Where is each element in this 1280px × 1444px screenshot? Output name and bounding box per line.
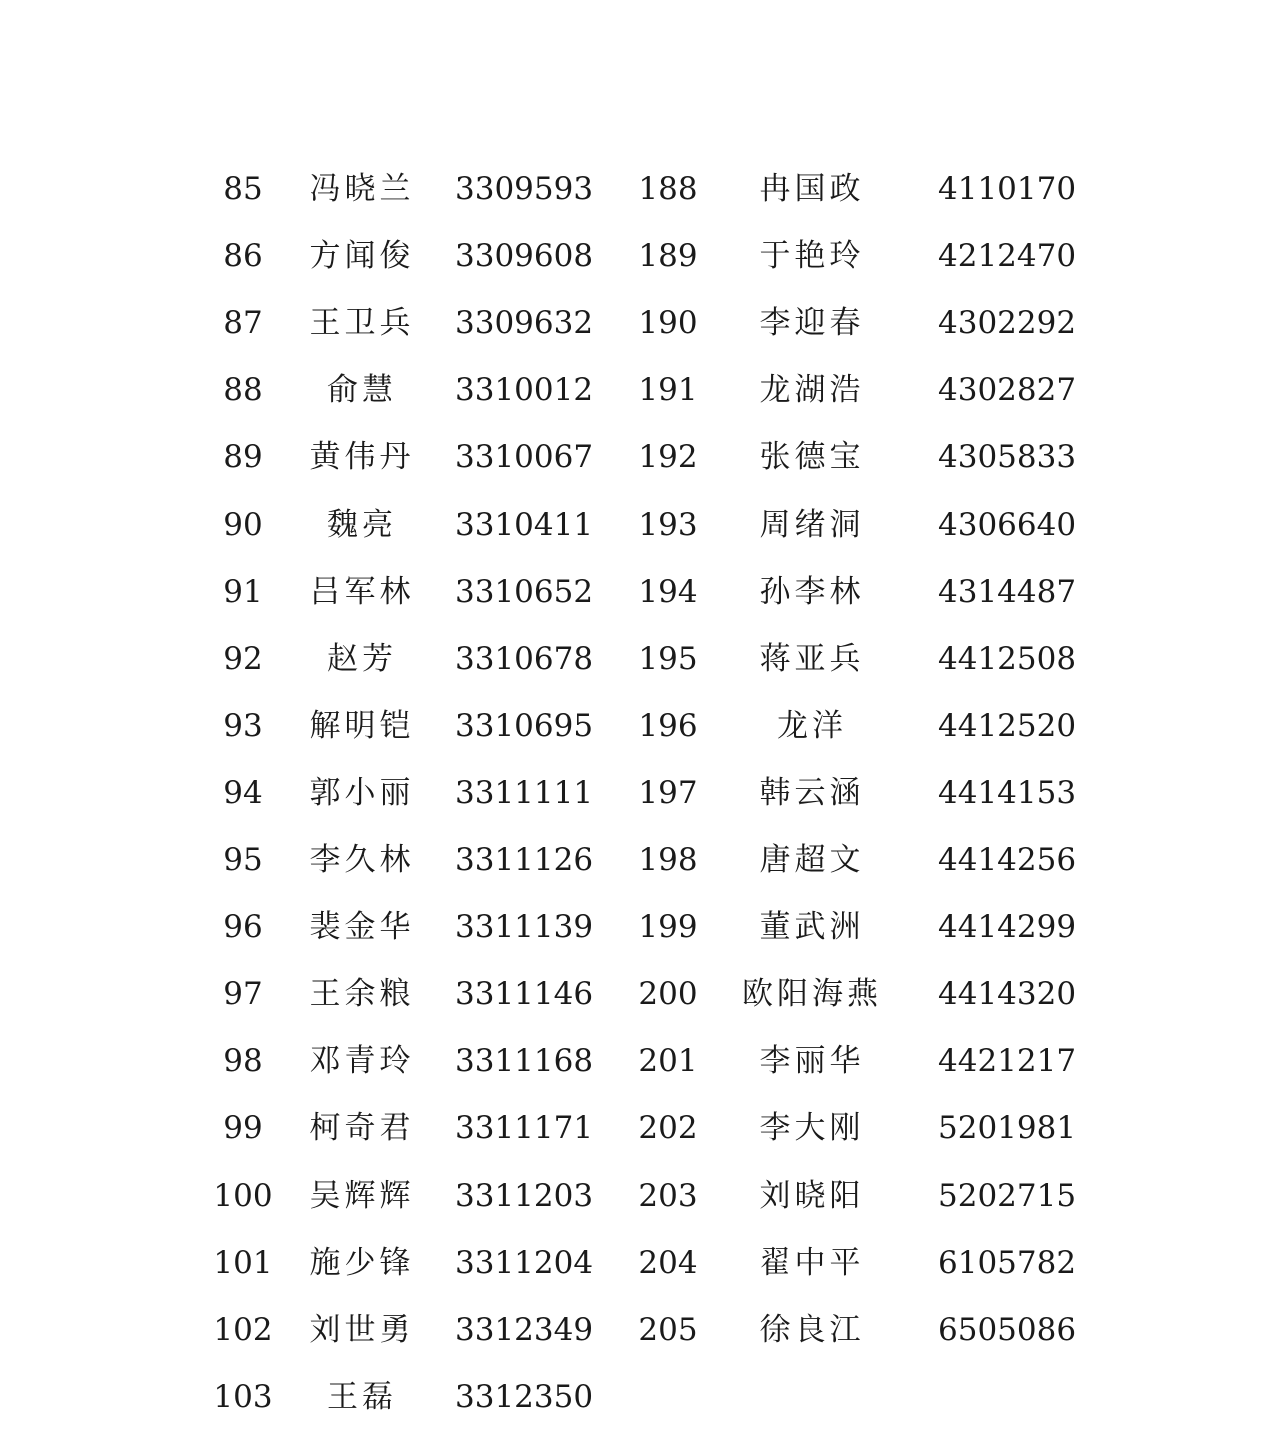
left-name: 施少锋	[309, 1244, 415, 1281]
right-name: 董武洲	[759, 909, 865, 946]
right-number: 204	[638, 1244, 698, 1281]
right-number: 200	[638, 976, 698, 1013]
right-id: 4314487	[938, 573, 1077, 610]
left-id: 3309608	[455, 238, 594, 275]
left-id: 3310067	[455, 439, 594, 476]
left-number: 89	[223, 439, 263, 476]
right-number: 191	[638, 372, 698, 409]
left-number: 87	[223, 305, 263, 342]
right-number: 199	[638, 909, 698, 946]
right-id: 4302292	[938, 305, 1077, 342]
right-name: 刘晓阳	[759, 1177, 865, 1214]
left-id: 3311204	[455, 1244, 594, 1281]
right-id: 5201981	[938, 1110, 1077, 1147]
left-number: 98	[223, 1043, 263, 1080]
left-number: 85	[223, 171, 263, 207]
right-name: 蒋亚兵	[759, 640, 865, 677]
left-id: 3311168	[455, 1043, 594, 1080]
right-name: 韩云涵	[759, 774, 865, 811]
left-id: 3311111	[455, 774, 594, 811]
left-name: 柯奇君	[309, 1110, 415, 1147]
table-row	[0, 1095, 1280, 1162]
right-id: 4414256	[938, 842, 1077, 878]
left-number: 86	[223, 238, 263, 275]
right-number: 203	[638, 1177, 698, 1214]
right-name: 龙湖浩	[759, 372, 865, 409]
right-id: 4110170	[938, 171, 1077, 207]
left-name: 吕军林	[309, 573, 415, 610]
right-id: 4412520	[938, 707, 1077, 744]
right-id: 4305833	[938, 439, 1077, 476]
right-name: 李大刚	[759, 1110, 865, 1147]
left-id: 3311139	[455, 909, 594, 946]
left-number: 103	[213, 1378, 273, 1415]
right-id: 4414153	[938, 774, 1077, 811]
table-row	[0, 424, 1280, 491]
right-id: 4414299	[938, 909, 1077, 946]
left-name: 王余粮	[309, 976, 415, 1013]
right-number: 195	[638, 640, 698, 677]
left-id: 3310012	[455, 372, 594, 409]
right-id: 4302827	[938, 372, 1077, 409]
table-row	[0, 1163, 1280, 1230]
right-name: 龙洋	[777, 707, 847, 744]
left-id: 3310652	[455, 573, 594, 610]
left-name: 吴辉辉	[309, 1177, 415, 1214]
left-id: 3312350	[455, 1378, 594, 1415]
right-number: 198	[638, 842, 698, 878]
right-id: 4421217	[938, 1043, 1077, 1080]
right-name: 徐良江	[759, 1311, 865, 1348]
left-name: 解明铠	[309, 707, 415, 744]
left-id: 3310411	[455, 506, 594, 543]
left-name: 王磊	[327, 1378, 397, 1415]
left-id: 3309632	[455, 305, 594, 342]
right-number: 196	[638, 707, 698, 744]
left-id: 3309593	[455, 171, 594, 207]
right-id: 4212470	[938, 238, 1077, 275]
right-number: 194	[638, 573, 698, 610]
left-name: 赵芳	[327, 640, 397, 677]
left-name: 裴金华	[309, 909, 415, 946]
right-number: 202	[638, 1110, 698, 1147]
right-number: 192	[638, 439, 698, 476]
left-name: 邓青玲	[309, 1043, 415, 1080]
right-id: 6505086	[938, 1311, 1077, 1348]
right-number: 190	[638, 305, 698, 342]
left-id: 3312349	[455, 1311, 594, 1348]
left-number: 91	[223, 573, 263, 610]
table-row	[0, 894, 1280, 961]
table-row	[0, 626, 1280, 693]
right-number: 197	[638, 774, 698, 811]
right-id: 4414320	[938, 976, 1077, 1013]
left-name: 冯晓兰	[309, 171, 415, 207]
table-row	[0, 559, 1280, 626]
right-name: 唐超文	[759, 842, 865, 878]
table-row	[0, 760, 1280, 827]
table-row	[0, 961, 1280, 1028]
right-number: 205	[638, 1311, 698, 1348]
table-row	[0, 1230, 1280, 1297]
left-number: 100	[213, 1177, 273, 1214]
left-number: 88	[223, 372, 263, 409]
right-name: 李迎春	[759, 305, 865, 342]
left-name: 李久林	[309, 842, 415, 878]
table-row	[0, 357, 1280, 424]
left-number: 93	[223, 707, 263, 744]
right-name: 李丽华	[759, 1043, 865, 1080]
table-row	[0, 1297, 1280, 1364]
right-number: 193	[638, 506, 698, 543]
table-row	[0, 290, 1280, 357]
left-name: 黄伟丹	[309, 439, 415, 476]
right-name: 翟中平	[759, 1244, 865, 1281]
left-number: 96	[223, 909, 263, 946]
right-id: 6105782	[938, 1244, 1077, 1281]
right-name: 周绪洞	[759, 506, 865, 543]
left-number: 97	[223, 976, 263, 1013]
right-name: 于艳玲	[759, 238, 865, 275]
table-row	[0, 1364, 1280, 1431]
left-number: 102	[213, 1311, 273, 1348]
left-name: 郭小丽	[309, 774, 415, 811]
left-name: 魏亮	[327, 506, 397, 543]
right-name: 孙李林	[759, 573, 865, 610]
left-number: 101	[213, 1244, 273, 1281]
left-name: 方闻俊	[309, 238, 415, 275]
left-number: 90	[223, 506, 263, 543]
left-number: 92	[223, 640, 263, 677]
table-row	[0, 1028, 1280, 1095]
right-number: 188	[638, 171, 698, 207]
right-number: 201	[638, 1043, 698, 1080]
right-name: 冉国政	[759, 171, 865, 207]
left-number: 95	[223, 842, 263, 878]
left-id: 3311203	[455, 1177, 594, 1214]
left-id: 3311126	[455, 842, 594, 878]
right-id: 4412508	[938, 640, 1077, 677]
table-row	[0, 827, 1280, 894]
table-row	[0, 693, 1280, 760]
table-row	[0, 492, 1280, 559]
right-name: 张德宝	[759, 439, 865, 476]
right-name: 欧阳海燕	[742, 976, 882, 1013]
left-id: 3310678	[455, 640, 594, 677]
left-id: 3310695	[455, 707, 594, 744]
left-id: 3311171	[455, 1110, 594, 1147]
table-row	[0, 156, 1280, 223]
table-row	[0, 223, 1280, 290]
left-number: 99	[223, 1110, 263, 1147]
right-id: 5202715	[938, 1177, 1077, 1214]
right-number: 189	[638, 238, 698, 275]
left-id: 3311146	[455, 976, 594, 1013]
left-name: 俞慧	[327, 372, 397, 409]
right-id: 4306640	[938, 506, 1077, 543]
left-name: 王卫兵	[309, 305, 415, 342]
left-number: 94	[223, 774, 263, 811]
left-name: 刘世勇	[309, 1311, 415, 1348]
